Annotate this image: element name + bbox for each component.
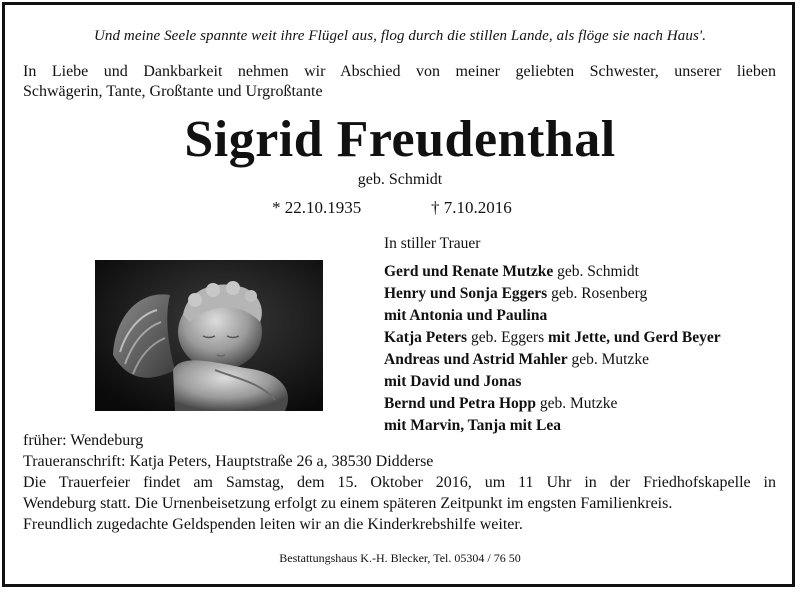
motto-quote: Und meine Seele spannte weit ihre Flügel aus, flog durch die stillen Lande, als flöge sie nach Haus'. [93, 28, 707, 44]
mourners-list [384, 233, 721, 437]
mourner-names: Bernd und Petra Hopp [384, 395, 537, 412]
maiden-name: geb. Schmidt [357, 171, 443, 188]
mourner-names: Gerd und Renate Mutzke [384, 263, 554, 280]
mourner-names: mit Marvin, Tanja mit Lea [384, 417, 561, 434]
ceremony-line-3: Freundlich zugedachte Geldspenden leiten wir an die Kinderkrebshilfe weiter. [23, 516, 523, 533]
ceremony-line-2: Wendeburg statt. Die Urnenbeisetzung erfolgt zu einem späteren Zeitpunkt im engsten Familienkreis. [23, 495, 673, 512]
intro-text [23, 62, 776, 102]
birth-date: * 22.10.1935 [272, 198, 362, 217]
mourning-address: Traueranschrift: Katja Peters, Hauptstraße 26 a, 38530 Didderse [23, 453, 434, 470]
mourner-maiden: geb. Schmidt [553, 263, 639, 280]
ceremony-text [23, 472, 776, 535]
mourner-line [384, 371, 721, 393]
funeral-home-footer: Bestattungshaus K.-H. Blecker, Tel. 05304 / 76 50 [279, 551, 521, 565]
mourner-line [384, 305, 721, 327]
mourner-names: Henry und Sonja Eggers [384, 285, 548, 302]
info-block [23, 430, 433, 472]
mourner-maiden: geb. Mutzke [536, 395, 618, 412]
mourner-line [384, 283, 721, 305]
angel-photo [95, 260, 323, 411]
death-date: † 7.10.2016 [431, 198, 512, 217]
mourner-line [384, 415, 721, 437]
intro-line-1: In Liebe und Dankbarkeit nehmen wir Abschied von meiner geliebten Schwester, unserer lieben [23, 63, 776, 80]
deceased-name: Sigrid Freudenthal [184, 111, 616, 168]
mourner-names: Andreas und Astrid Mahler [384, 351, 568, 368]
former-residence: früher: Wendeburg [23, 432, 144, 449]
mourners-heading: In stiller Trauer [384, 235, 481, 252]
intro-line-2: Schwägerin, Tante, Großtante und Urgroßtante [23, 83, 323, 100]
angel-statue-image [95, 260, 323, 411]
mourner-line [384, 261, 721, 283]
mourner-names: mit Antonia und Paulina [384, 307, 548, 324]
mourner-line [384, 349, 721, 371]
mourner-names: Katja Peters [384, 329, 468, 346]
mourner-maiden: geb. Mutzke [567, 351, 649, 368]
ceremony-line-1: Die Trauerfeier findet am Samstag, dem 15. Oktober 2016, um 11 Uhr in der Friedhofskapelle in [23, 474, 776, 491]
mourner-line [384, 393, 721, 415]
mourner-line [384, 327, 721, 349]
mourner-names: mit Jette, und Gerd Beyer [547, 329, 721, 346]
mourner-maiden: geb. Rosenberg [547, 285, 648, 302]
mourner-names: mit David und Jonas [384, 373, 522, 390]
mourner-maiden: geb. Eggers [467, 329, 548, 346]
